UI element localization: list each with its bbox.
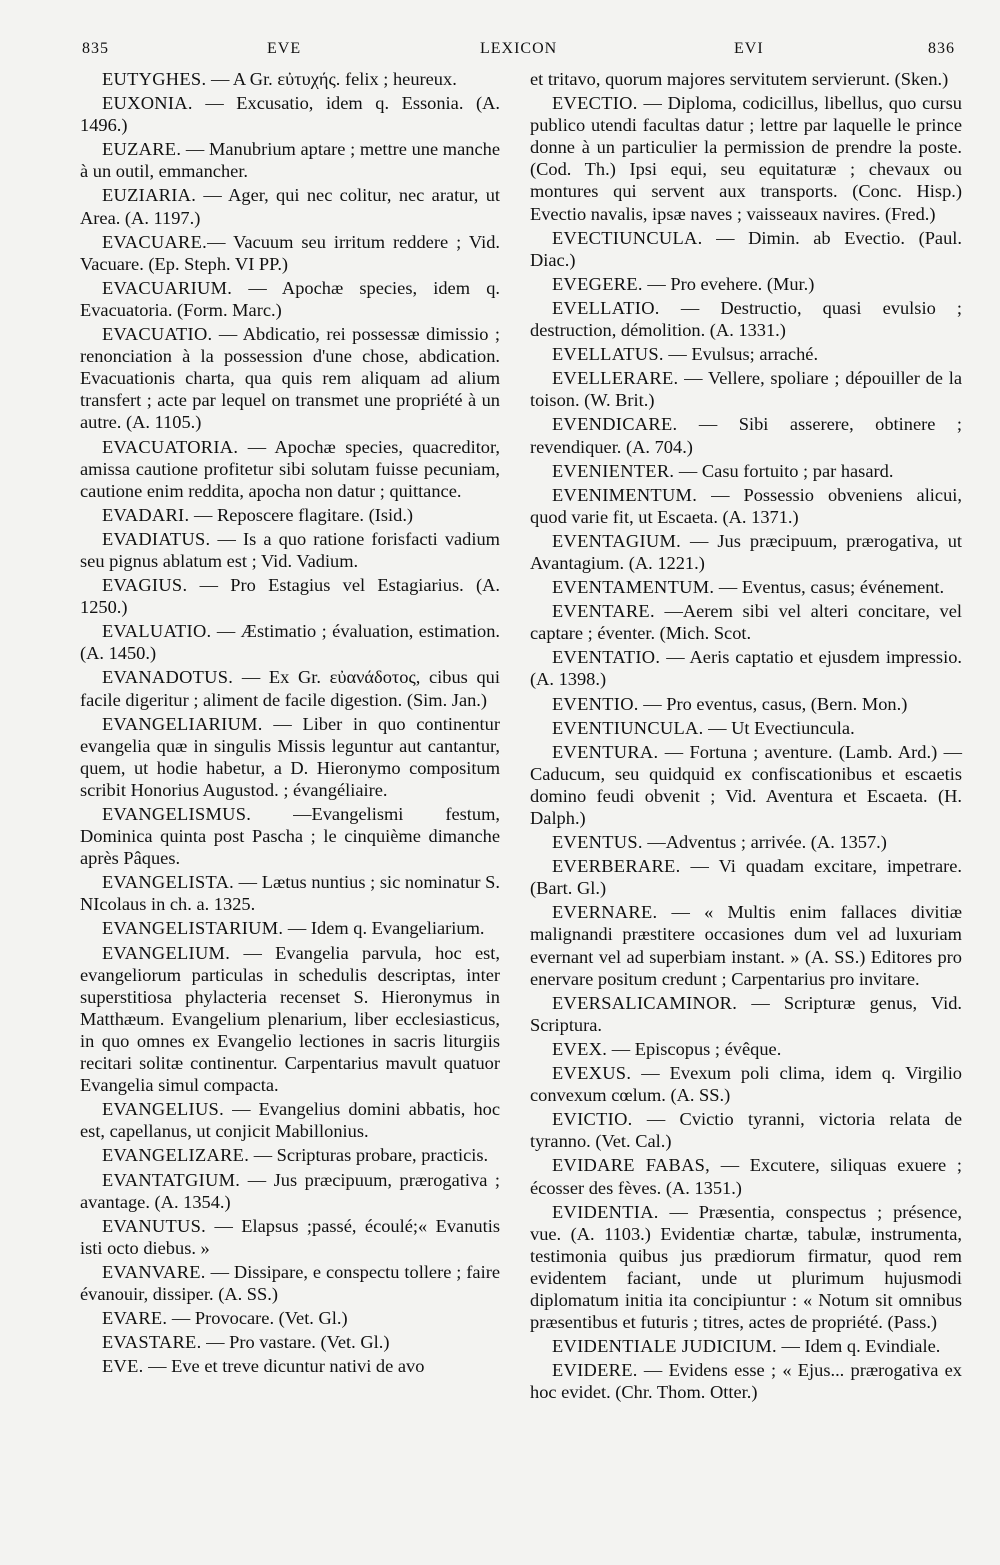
dictionary-entry <box>530 484 962 528</box>
entry-definition: — Abdicatio, rei possessæ dimissio ; renonciation à la possession d'une chose, abdication. Evacuationis charta, qua quis rem aliquam ad alium transfert ; acte par lequel on transmet une propriété à un autre. (A. 1105.) <box>80 324 500 433</box>
dictionary-entry <box>80 1098 500 1142</box>
dictionary-entry <box>80 138 500 182</box>
dictionary-entry <box>530 530 962 574</box>
dictionary-entry <box>530 1201 962 1334</box>
dictionary-entry <box>530 343 962 365</box>
entry-headword: EUZARE. <box>102 139 182 160</box>
entry-definition: — Vellere, spoliare ; dépouiller de la toison. (W. Brit.) <box>530 368 962 411</box>
entry-headword: EVERSALICAMINOR. <box>552 992 738 1013</box>
entry-headword: EVENIMENTUM. <box>552 484 698 505</box>
dictionary-entry <box>530 646 962 690</box>
dictionary-entry <box>80 323 500 433</box>
entry-headword: EUTYGHES. <box>102 69 207 89</box>
dictionary-entry <box>80 1169 500 1213</box>
entry-definition: — Dimin. ab Evectio. (Paul. Diac.) <box>530 227 962 270</box>
entry-headword: EVECTIUNCULA. <box>552 227 703 248</box>
entry-definition: — Pro eventus, casus, (Bern. Mon.) <box>638 693 908 714</box>
entry-headword: EVARE. <box>102 1308 168 1329</box>
left-page-number: 835 <box>82 40 109 57</box>
entry-definition: — A Gr. εὐτυχής. felix ; heureux. <box>206 69 457 89</box>
entry-headword: EUZIARIA. <box>102 185 197 206</box>
entry-headword: EVEX. <box>552 1038 608 1059</box>
dictionary-entry <box>80 436 500 502</box>
entry-headword: EVASTARE. <box>102 1332 202 1353</box>
dictionary-entry <box>530 1154 962 1198</box>
entry-headword: EVALUATIO. <box>102 621 212 642</box>
entry-headword: EVAGIUS. <box>102 575 188 596</box>
entry-headword: EVECTIO. <box>552 93 638 114</box>
right-guide-word: EVI <box>734 40 764 57</box>
entry-headword: EVANGELISMUS. <box>102 804 252 824</box>
entry-headword: EVADIATUS. <box>102 528 211 549</box>
entry-headword: EVIDENTIALE JUDICIUM. <box>552 1336 777 1357</box>
dictionary-entry <box>80 1307 500 1329</box>
entry-headword: EVANTATGIUM. <box>102 1169 241 1190</box>
entry-definition: — Eventus, casus; événement. <box>714 577 945 598</box>
entry-definition: — Idem q. Evindiale. <box>776 1336 941 1357</box>
entry-definition: — Excusatio, idem q. Essonia. (A. 1496.) <box>80 93 500 136</box>
dictionary-entry <box>530 413 962 457</box>
entry-headword: EVANGELISTA. <box>102 872 235 893</box>
entry-definition: — Fortuna ; aventure. (Lamb. Ard.) — Caducum, seu quidquid ex confiscationibus et escaetis domino feudi obvenit ; Vid. Aventura et Escaeta. (H. Dalph.) <box>530 741 962 828</box>
entry-headword: EVENTAMENTUM. <box>552 577 715 598</box>
entry-definition: — Vi quadam excitare, impetrare. (Bart. Gl.) <box>530 856 962 899</box>
entry-headword: EVANGELIZARE. <box>102 1145 250 1166</box>
dictionary-entry <box>530 901 962 989</box>
dictionary-entry <box>530 273 962 295</box>
dictionary-entry <box>530 1335 962 1357</box>
entry-headword: EVACUATORIA. <box>102 436 239 457</box>
entry-definition: —Evangelismi festum, Dominica quinta post Pascha ; le cinquième dimanche après Pâques. <box>80 804 500 869</box>
dictionary-entry <box>80 504 500 526</box>
entry-definition: — Jus præcipuum, prærogativa ; avantage. (A. 1354.) <box>80 1169 500 1212</box>
entry-definition: — Ut Evectiuncula. <box>703 717 855 738</box>
dictionary-entry <box>80 92 500 136</box>
entry-headword: EVANGELIUM. <box>102 942 231 963</box>
dictionary-entry <box>530 576 962 598</box>
dictionary-entry <box>80 713 500 801</box>
entry-headword: EVERNARE. <box>552 902 658 923</box>
dictionary-entry <box>530 1038 962 1060</box>
entry-definition: — Evexum poli clima, idem q. Virgilio convexum cœlum. (A. SS.) <box>530 1063 962 1106</box>
entry-definition: — Sibi asserere, obtinere ; revendiquer. (A. 704.) <box>530 414 962 457</box>
entry-headword: EVIDENTIA. <box>552 1201 659 1222</box>
dictionary-entry <box>80 803 500 869</box>
entry-headword: EVELLATIO. <box>552 297 660 318</box>
entry-definition: — Evidens esse ; « Ejus... prærogativa ex hoc evidet. (Chr. Thom. Otter.) <box>530 1360 962 1403</box>
entry-headword: EVACUARIUM. <box>102 277 233 298</box>
entry-definition: — Is a quo ratione forisfacti vadium seu pignus ablatum est ; Vid. Vadium. <box>80 528 500 571</box>
entry-headword: EVENTIUNCULA. <box>552 717 704 738</box>
entry-definition: — Possessio obveniens alicui, quod varie fit, ut Escaeta. (A. 1371.) <box>530 484 962 527</box>
dictionary-entry <box>80 277 500 321</box>
entry-headword: EVENTATIO. <box>552 647 661 668</box>
right-column <box>530 68 962 1405</box>
entry-definition: — Lætus nuntius ; sic nominatur S. NIcolaus in ch. a. 1325. <box>80 872 500 915</box>
entry-headword: EVANADOTUS. <box>102 667 234 688</box>
dictionary-entry <box>80 574 500 618</box>
entry-definition: — Scripturas probare, practicis. <box>249 1145 489 1166</box>
left-column <box>80 68 500 1379</box>
entry-definition: — Pro vastare. (Vet. Gl.) <box>201 1332 390 1353</box>
entry-headword: EUXONIA. <box>102 93 193 114</box>
entry-definition: — Provocare. (Vet. Gl.) <box>167 1308 348 1329</box>
dictionary-entry <box>530 741 962 829</box>
entry-definition: —Aerem sibi vel alteri concitare, vel captare ; éventer. (Mich. Scot. <box>530 601 962 644</box>
dictionary-entry <box>80 620 500 664</box>
entry-definition: — Dissipare, e conspectu tollere ; faire évanouir, dissiper. (A. SS.) <box>80 1261 500 1304</box>
dictionary-entry <box>530 855 962 899</box>
entry-definition: — Præsentia, conspectus ; présence, vue. (A. 1103.) Evidentiæ chartæ, tabulæ, instrumenta, testimonia quibus jus prædiorum firmatur, quod rem evidentem faciant, unde ut plurimum hujusmodi diplomatum initia ita concipiuntur : « Notum sit omnibus præsentibus et futuris ; titres, actes de propriété. (Pass.) <box>530 1201 962 1333</box>
entry-headword: EVENTURA. <box>552 741 659 762</box>
entry-definition: — Destructio, quasi evulsio ; destruction, démolition. (A. 1331.) <box>530 297 962 341</box>
dictionary-entry <box>80 942 500 1097</box>
entry-definition: — Evangelia parvula, hoc est, evangeliorum particulas in schedulis descriptas, inter superstitiosa phylacteria recenset S. Hieronymus in Matthæum. Evangelium plenarium, liber ecclesiasticus, in quo omnes ex Evangelio lectiones in sacris liturgiis recitari solitæ continentur. Carpentarius mavult quatuor Evangelia simul compacta. <box>80 942 500 1096</box>
entry-definition: — Excutere, siliquas exuere ; écosser des fèves. (A. 1351.) <box>530 1155 962 1198</box>
left-guide-word: EVE <box>267 40 302 57</box>
entry-headword: EVANVARE. <box>102 1261 206 1282</box>
dictionary-entry <box>530 297 962 341</box>
entry-headword: EVE. <box>102 1356 144 1377</box>
entry-definition: — Episcopus ; évêque. <box>607 1038 782 1059</box>
dictionary-entry <box>80 917 500 939</box>
dictionary-entry <box>530 992 962 1036</box>
entry-definition: — Apochæ species, quacreditor, amissa cautione profitetur sibi solutam fuisse pecuniam, cautione enim reddita, apocha non datur ; quittance. <box>80 436 500 501</box>
entry-definition: et tritavo, quorum majores servitutem servierunt. (Sken.) <box>530 69 949 89</box>
entry-definition: — Ex Gr. εὐανάδοτος, cibus qui facile digeritur ; aliment de facile digestion. (Sim. Jan.) <box>80 667 500 710</box>
dictionary-entry <box>530 68 962 90</box>
running-title: LEXICON <box>480 40 558 57</box>
entry-headword: EVERBERARE. <box>552 856 681 877</box>
entry-definition: — Evulsus; arraché. <box>663 344 819 365</box>
entry-definition: — Scripturæ genus, Vid. Scriptura. <box>530 992 962 1035</box>
entry-headword: EVENTUS. <box>552 832 643 853</box>
dictionary-entry <box>80 528 500 572</box>
dictionary-entry <box>80 68 500 90</box>
entry-headword: EVANGELIUS. <box>102 1099 224 1120</box>
entry-definition: —Adventus ; arrivée. (A. 1357.) <box>642 832 887 853</box>
entry-definition: — Aeris captatio et ejusdem impressio. (A. 1398.) <box>530 647 962 690</box>
entry-definition: — Idem q. Evangeliarium. <box>283 918 485 939</box>
entry-headword: EVIDARE FABAS, <box>552 1155 711 1176</box>
dictionary-entry <box>80 184 500 228</box>
right-page-number: 836 <box>928 40 955 57</box>
dictionary-entry <box>80 1215 500 1259</box>
dictionary-entry <box>530 831 962 853</box>
entry-definition: — Evangelius domini abbatis, hoc est, capellanus, ut conjicit Mabillonius. <box>80 1099 500 1142</box>
entry-definition: — Pro Estagius vel Estagiarius. (A. 1250.) <box>80 575 500 618</box>
dictionary-entry <box>530 460 962 482</box>
entry-headword: EVELLATUS. <box>552 344 664 365</box>
entry-headword: EVANGELISTARIUM. <box>102 918 284 939</box>
entry-definition: — Ager, qui nec colitur, nec aratur, ut Area. (A. 1197.) <box>80 185 500 228</box>
entry-headword: EVIDERE. <box>552 1360 638 1381</box>
entry-definition: — Eve et treve dicuntur nativi de avo <box>143 1356 425 1377</box>
entry-headword: EVENTARE. <box>552 601 655 622</box>
entry-headword: EVENDICARE. <box>552 414 678 435</box>
dictionary-entry <box>80 871 500 915</box>
entry-headword: EVADARI. <box>102 504 190 525</box>
dictionary-entry <box>80 231 500 275</box>
entry-headword: EVENTIO. <box>552 693 639 714</box>
dictionary-entry <box>530 1108 962 1152</box>
entry-headword: EVENIENTER. <box>552 460 675 481</box>
entry-definition: — Jus præcipuum, prærogativa, ut Avantagium. (A. 1221.) <box>530 530 962 573</box>
entry-headword: EVELLERARE. <box>552 368 679 389</box>
dictionary-entry <box>80 666 500 710</box>
dictionary-entry <box>530 1359 962 1403</box>
entry-headword: EVICTIO. <box>552 1109 633 1130</box>
entry-definition: — Diploma, codicillus, libellus, quo cursu publico utendi facultas datur ; lettre par laquelle le prince donne à un particulier la permission de prendre la poste. (Cod. Th.) Ipsi equi, seu equitaturæ ; chevaux ou montures qui servent aux transports. (Conc. Hisp.) Evectio navalis, ipsæ naves ; vaisseaux navires. (Fred.) <box>530 93 962 224</box>
dictionary-entry <box>80 1331 500 1353</box>
page-header <box>82 40 962 68</box>
entry-definition: — Liber in quo continentur evangelia quæ in singulis Missis leguntur aut cantantur, quem, ut hodie habetur, a D. Hieronymo compositum scribit Honorius Augustod. ; évangéliaire. <box>80 713 500 800</box>
dictionary-entry <box>530 367 962 411</box>
entry-definition: — Manubrium aptare ; mettre une manche à un outil, emmancher. <box>80 139 500 182</box>
entry-headword: EVANUTUS. <box>102 1215 207 1236</box>
entry-definition: — Elapsus ;passé, écoulé;« Evanutis isti octo diebus. » <box>80 1215 500 1258</box>
entry-definition: — Casu fortuito ; par hasard. <box>674 460 894 481</box>
entry-headword: EVACUATIO. <box>102 324 213 345</box>
entry-definition: — Reposcere flagitare. (Isid.) <box>189 504 414 525</box>
dictionary-entry <box>530 600 962 644</box>
dictionary-entry <box>80 1144 500 1166</box>
dictionary-entry <box>530 693 962 715</box>
entry-definition: — Æstimatio ; évaluation, estimation. (A. 1450.) <box>80 621 500 664</box>
entry-definition: — Vacuum seu irritum reddere ; Vid. Vacuare. (Ep. Steph. VI PP.) <box>80 231 500 274</box>
dictionary-entry <box>530 1062 962 1106</box>
entry-headword: EVACUARE. <box>102 231 208 252</box>
entry-definition: — Cvictio tyranni, victoria relata de tyranno. (Vet. Cal.) <box>530 1109 962 1152</box>
entry-headword: EVEXUS. <box>552 1063 632 1084</box>
dictionary-entry <box>530 227 962 271</box>
entry-definition: — Pro evehere. (Mur.) <box>642 273 815 294</box>
dictionary-entry <box>80 1261 500 1305</box>
entry-definition: — « Multis enim fallaces divitiæ malignandi præstitere occasiones dum vel ad luxuriam evernant vel ad superbiam instant. » (A. SS.) Editores pro enervare positum credunt ; Carpentarius pro invitare. <box>530 902 962 989</box>
entry-headword: EVANGELIARIUM. <box>102 713 263 734</box>
entry-headword: EVENTAGIUM. <box>552 530 682 551</box>
dictionary-entry <box>530 92 962 225</box>
dictionary-entry <box>530 717 962 739</box>
dictionary-entry <box>80 1355 500 1377</box>
entry-definition: — Apochæ species, idem q. Evacuatoria. (Form. Marc.) <box>80 277 500 320</box>
entry-headword: EVEGERE. <box>552 273 643 294</box>
